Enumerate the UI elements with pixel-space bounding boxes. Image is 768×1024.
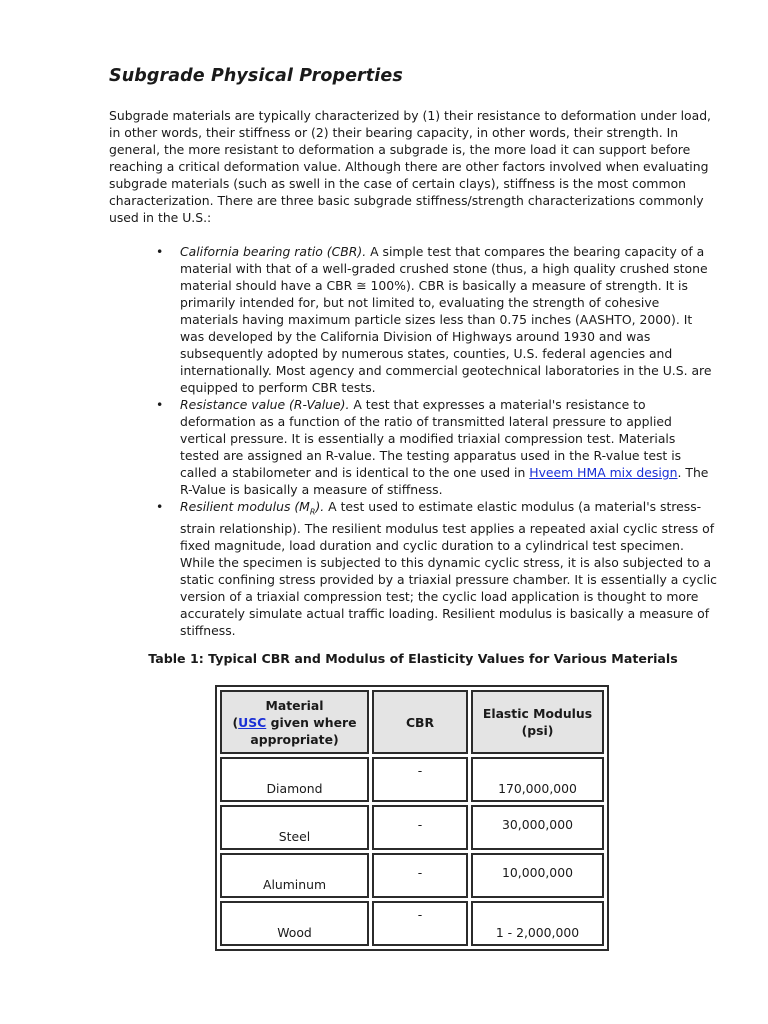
cell-cbr: [372, 757, 468, 802]
cell-modulus: [471, 805, 604, 850]
list-item-r-value: [156, 396, 718, 498]
intro-paragraph: Subgrade materials are typically characterized by (1) their resistance to deformation under load, in other words, their stiffness or (2) their bearing capacity, in other words, their strength. In general, the more resistant to deformation a subgrade is, the more load it can support before reaching a critical deformation value. Although there are other factors involved when evaluating subgrade materials (such as swell in the case of certain clays), stiffness is the most common characterization. There are three basic subgrade stiffness/strength characterizations commonly used in the U.S.:: [109, 108, 711, 225]
cell-material: [220, 757, 369, 802]
cell-modulus: [471, 853, 604, 898]
header-material-line3: appropriate): [250, 731, 339, 747]
term-r-value: Resistance value (R-Value).: [180, 397, 350, 412]
cbr-diamond: -: [417, 763, 423, 778]
term-cbr: California bearing ratio (CBR).: [180, 244, 367, 259]
material-wood: Wood: [277, 925, 312, 940]
bullet-icon: •: [156, 244, 164, 259]
header-material: [220, 690, 369, 754]
modulus-wood: 1 - 2,000,000: [495, 925, 580, 940]
modulus-steel: 30,000,000: [502, 817, 573, 832]
list-item-resilient-modulus: [156, 498, 718, 639]
term-resilient-modulus-end: ).: [315, 499, 325, 514]
term-resilient-modulus: [180, 499, 325, 517]
header-material-rest: given where: [266, 714, 357, 730]
list-item-cbr: [156, 243, 718, 396]
text-r-value-end: . The R-Value is basically a measure of stiffness.: [180, 465, 709, 497]
cbr-steel: -: [417, 817, 423, 832]
table-row: [220, 757, 604, 802]
cell-cbr: [372, 805, 468, 850]
header-material-line1: Material: [265, 697, 324, 713]
text-cbr: A simple test that compares the bearing capacity of a material with that of a well-graded crushed stone (thus, a high quality crushed stone material should have a CBR ≅ 100%). CBR is basically a measure of strength. It is primarily intended for, but not limited to, evaluating the strength of cohesive materials having maximum particle sizes less than 0.75 inches (AASHTO, 2000). It was developed by the California Division of Highways around 1930 and was subsequently adopted by numerous states, counties, U.S. federal agencies and internationally. Most agency and commercial geotechnical laboratories in the U.S. are equipped to perform CBR tests.: [180, 244, 712, 395]
cbr-aluminum: -: [417, 865, 423, 880]
header-paren: (: [232, 714, 239, 730]
header-modulus: [471, 690, 604, 754]
bullet-icon: •: [156, 397, 164, 412]
text-resilient-modulus: A test used to estimate elastic modulus (a material's stress-strain relationship). The resilient modulus test applies a repeated axial cyclic stress of fixed magnitude, load duration and cyclic duration to a cylindrical test specimen. While the specimen is subjected to this dynamic cyclic stress, it is also subjected to a static confining stress provided by a triaxial pressure chamber. It is essentially a cyclic version of a triaxial compression test; the cyclic load application is thought to more accurately simulate actual traffic loading. Resilient modulus is basically a measure of stiffness.: [180, 499, 717, 639]
bullet-icon: •: [156, 499, 164, 514]
table-caption: Table 1: Typical CBR and Modulus of Elasticity Values for Various Materials: [148, 651, 678, 666]
material-steel: Steel: [278, 829, 311, 844]
header-material-line2: [222, 714, 367, 731]
table-header-row: [220, 690, 604, 754]
cell-modulus: [471, 757, 604, 802]
modulus-diamond: 170,000,000: [498, 781, 577, 796]
materials-table: [215, 685, 609, 951]
table-row: [220, 901, 604, 946]
cell-cbr: [372, 901, 468, 946]
hveem-mix-design-link[interactable]: Hveem HMA mix design: [529, 465, 678, 480]
material-diamond: Diamond: [266, 781, 323, 796]
material-aluminum: Aluminum: [262, 877, 327, 892]
text-r-value: A test that expresses a material's resistance to deformation as a function of the ratio of transmitted lateral pressure to applied vertical pressure. It is essentially a modified triaxial compression test. Materials tested are assigned an R-value. The testing apparatus used in the R-value test is called a stabilometer and is identical to the one used in: [180, 397, 682, 480]
header-modulus-line2: (psi): [521, 723, 554, 738]
cell-cbr: [372, 853, 468, 898]
modulus-aluminum: 10,000,000: [502, 865, 573, 880]
cell-material: [220, 805, 369, 850]
header-cbr: CBR: [372, 690, 468, 754]
characterization-list: [156, 243, 718, 639]
page-title: Subgrade Physical Properties: [109, 66, 403, 86]
term-subscript: R: [309, 507, 316, 517]
cell-modulus: [471, 901, 604, 946]
cbr-wood: -: [417, 907, 423, 922]
usc-link[interactable]: USC: [238, 714, 267, 730]
table-row: [220, 805, 604, 850]
cell-material: [220, 853, 369, 898]
table-row: [220, 853, 604, 898]
term-resilient-modulus-text: Resilient modulus (M: [180, 499, 310, 514]
cell-material: [220, 901, 369, 946]
header-modulus-line1: Elastic Modulus: [482, 706, 593, 721]
